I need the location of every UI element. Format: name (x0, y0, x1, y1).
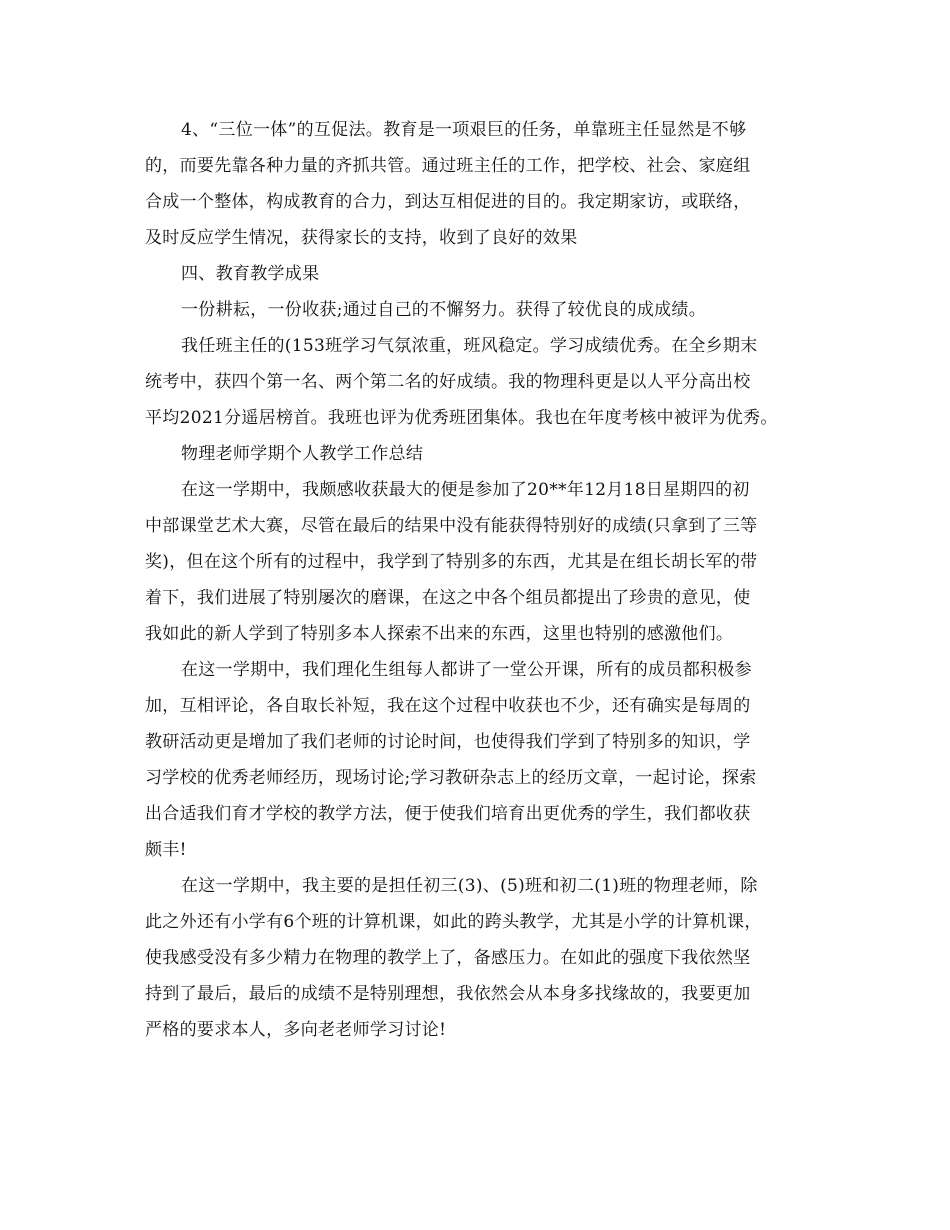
text-line: 着下，我们进展了特别屡次的磨课，在这之中各个组员都提出了珍贵的意见，使 (145, 588, 751, 608)
text-line: 出合适我们育才学校的教学方法，便于使我们培育出更优秀的学生，我们都收获 (145, 804, 751, 824)
text-line: 教研活动更是增加了我们老师的讨论时间，也使得我们学到了特别多的知识，学 (145, 732, 751, 752)
text-line: 在这一学期中，我们理化生组每人都讲了一堂公开课，所有的成员都积极参 (181, 660, 752, 680)
text-line: 我任班主任的(153班学习气氛浓重，班风稳定。学习成绩优秀。在全乡期末 (181, 336, 758, 356)
text-line: 一份耕耘，一份收获;通过自己的不懈努力。获得了较优良的成成绩。 (181, 300, 707, 320)
text-line: 的，而要先靠各种力量的齐抓共管。通过班主任的工作，把学校、社会、家庭组 (145, 156, 751, 176)
article-title: 物理老师学期个人教学工作总结 (181, 444, 424, 464)
text-line: 及时反应学生情况，获得家长的支持，收到了良好的效果 (145, 228, 578, 248)
text-line: 使我感受没有多少精力在物理的教学上了，备感压力。在如此的强度下我依然坚 (145, 948, 751, 968)
section-heading: 四、教育教学成果 (181, 264, 320, 284)
text-line: 奖)，但在这个所有的过程中，我学到了特别多的东西，尤其是在组长胡长军的带 (145, 552, 758, 572)
text-line: 在这一学期中，我颇感收获最大的便是参加了20**年12月18日星期四的初 (181, 480, 750, 500)
text-line: 习学校的优秀老师经历，现场讨论;学习教研杂志上的经历文章，一起讨论，探索 (145, 768, 757, 788)
text-line: 颇丰! (145, 840, 187, 860)
text-line: 加，互相评论，各自取长补短，我在这个过程中收获也不少，还有确实是每周的 (145, 696, 751, 716)
text-line: 此之外还有小学有6个班的计算机课，如此的跨头教学，尤其是小学的计算机课， (145, 912, 762, 932)
text-line: 平均2021分遥居榜首。我班也评为优秀班团集体。我也在年度考核中被评为优秀。 (145, 408, 778, 428)
text-line: 统考中，获四个第一名、两个第二名的好成绩。我的物理科更是以人平分高出校 (145, 372, 751, 392)
text-line: 在这一学期中，我主要的是担任初三(3)、(5)班和初二(1)班的物理老师，除 (181, 876, 758, 896)
text-line: 持到了最后，最后的成绩不是特别理想，我依然会从本身多找缘故的，我要更加 (145, 984, 751, 1004)
text-line: 4、“三位一体”的互促法。教育是一项艰巨的任务，单靠班主任显然是不够 (181, 120, 747, 140)
text-line: 严格的要求本人，多向老老师学习讨论! (145, 1020, 447, 1040)
text-line: 我如此的新人学到了特别多本人探索不出来的东西，这里也特别的感激他们。 (145, 624, 734, 644)
text-line: 合成一个整体，构成教育的合力，到达互相促进的目的。我定期家访，或联络， (145, 192, 751, 212)
text-line: 中部课堂艺术大赛，尽管在最后的结果中没有能获得特别好的成绩(只拿到了三等 (145, 516, 758, 536)
